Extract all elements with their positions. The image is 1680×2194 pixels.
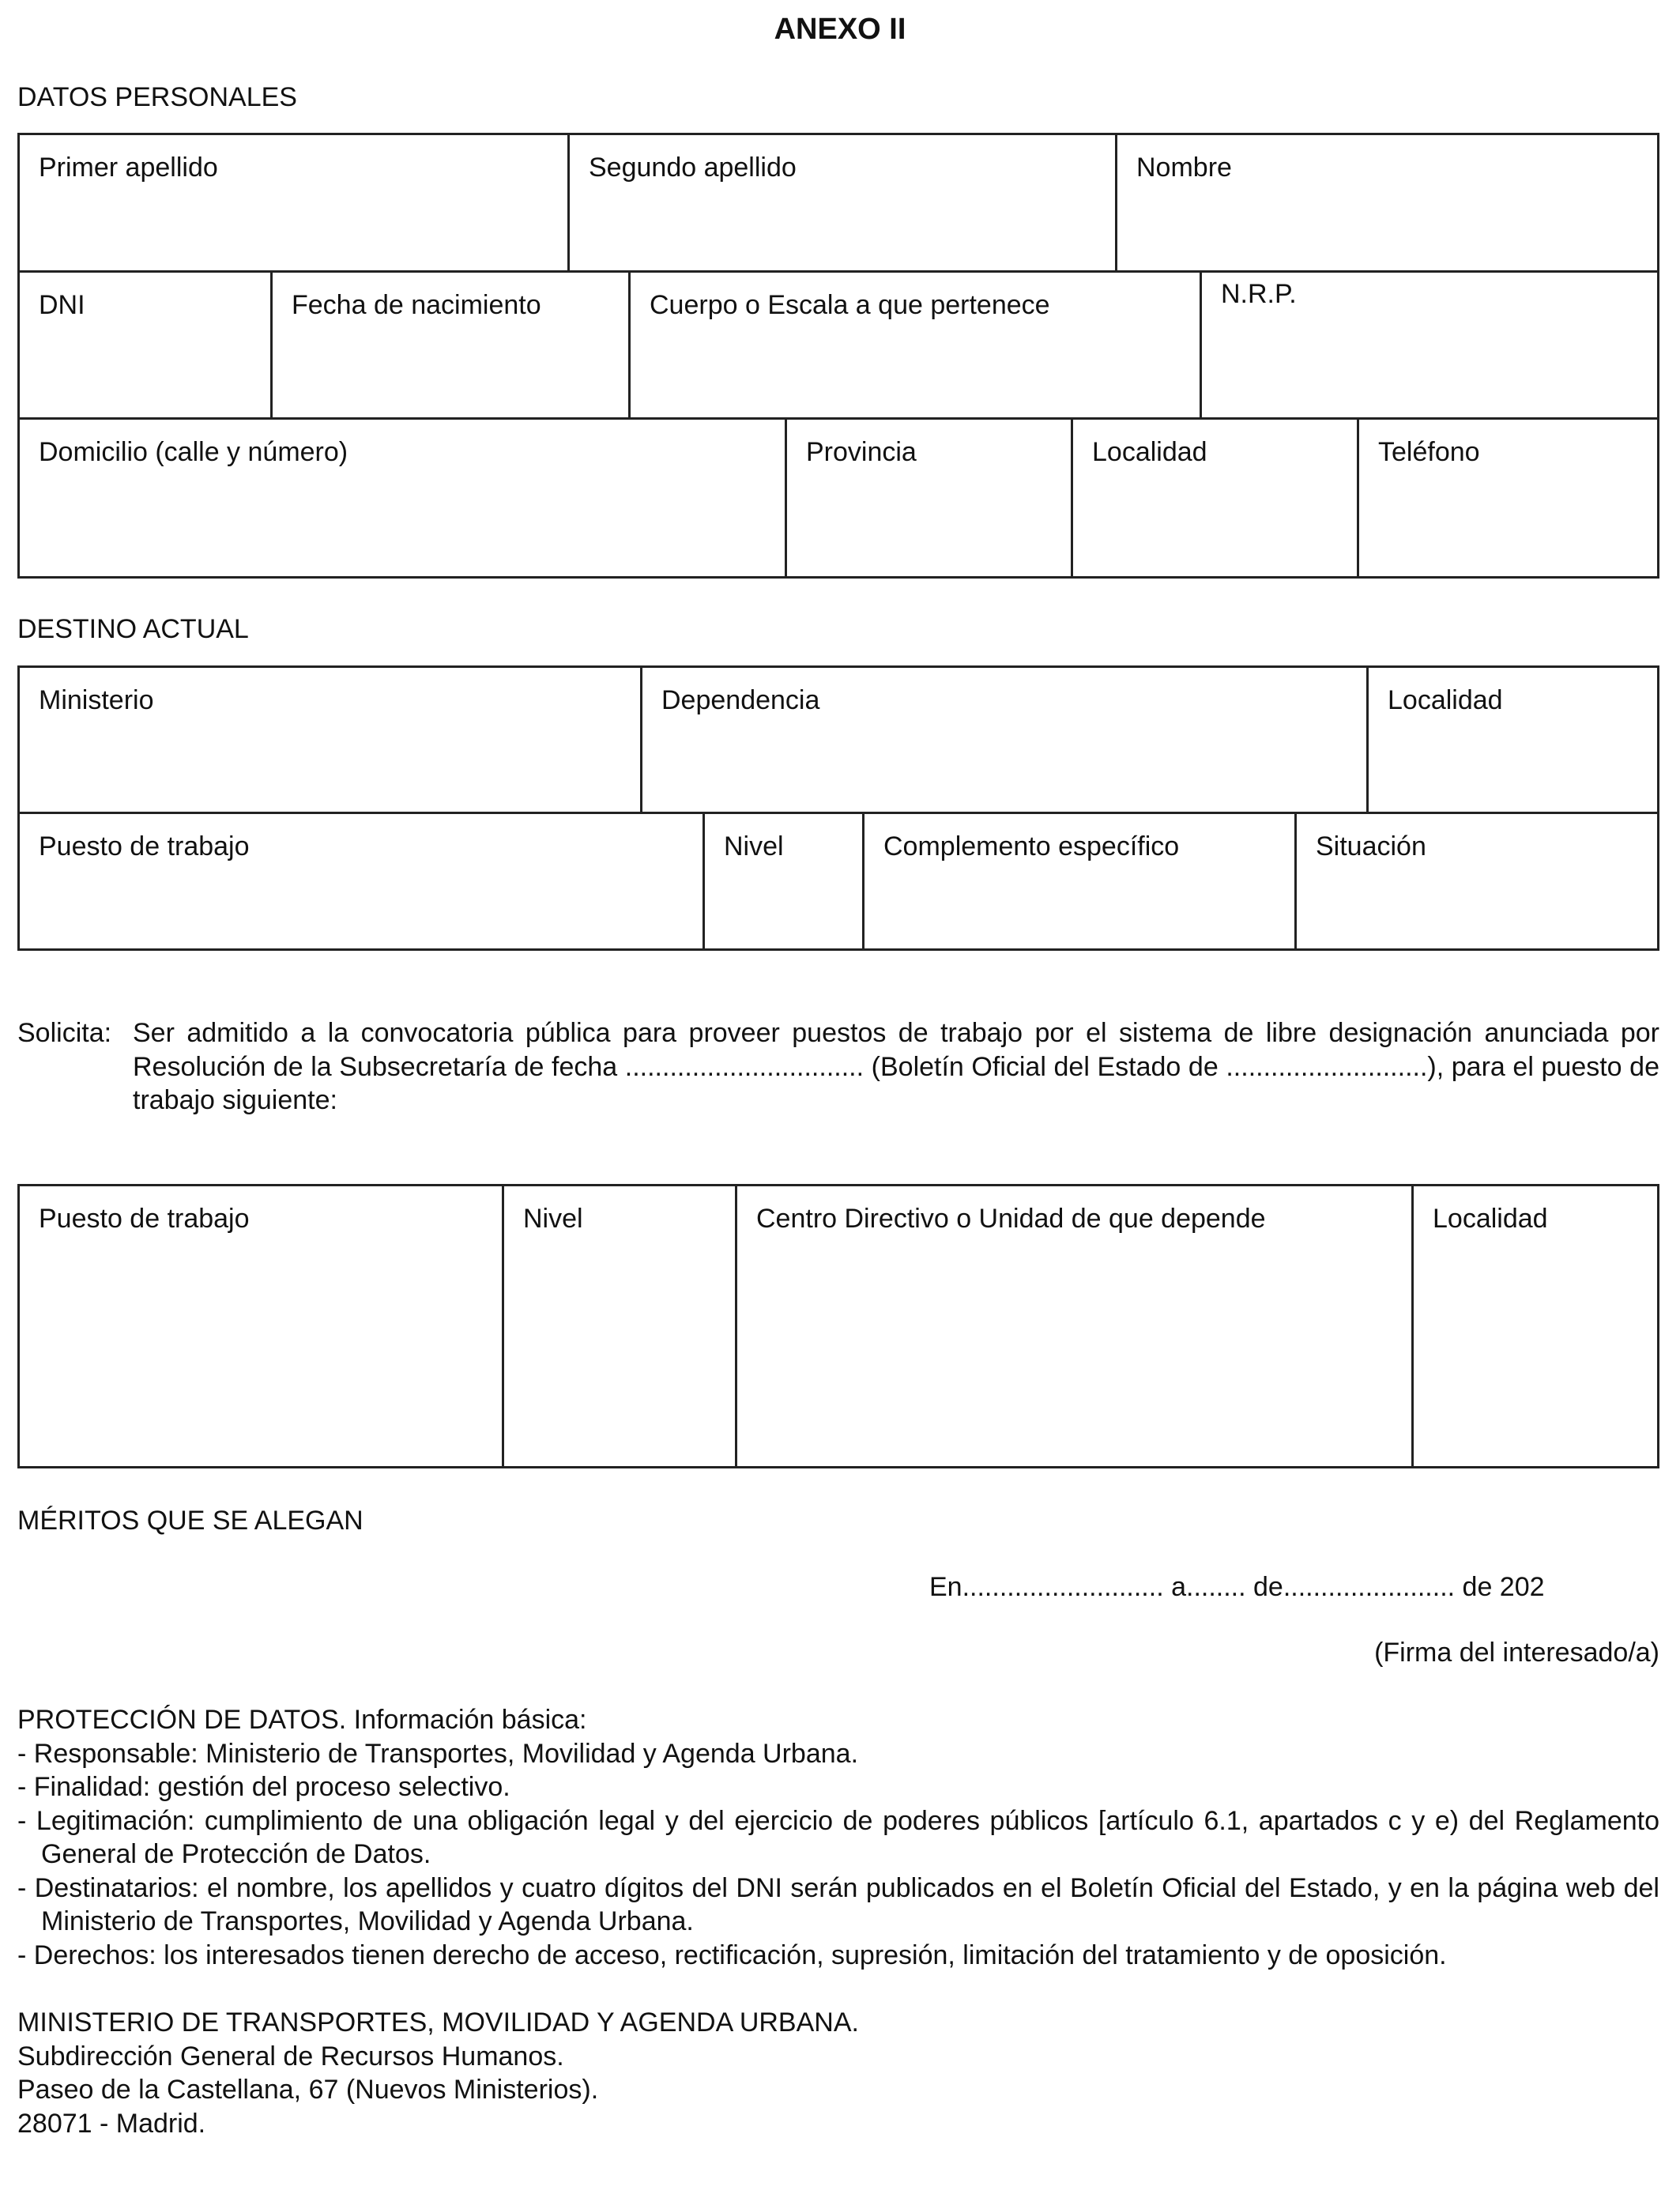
address-street: Paseo de la Castellana, 67 (Nuevos Ministerios). xyxy=(17,2075,599,2105)
table-row xyxy=(20,135,1657,270)
address-ministry: MINISTERIO DE TRANSPORTES, MOVILIDAD Y AGENDA URBANA. xyxy=(17,2007,859,2038)
field-domicilio[interactable]: Domicilio (calle y número) xyxy=(39,437,348,467)
field-nivel[interactable]: Nivel xyxy=(703,814,862,948)
field-complemento-especifico[interactable]: Complemento específico xyxy=(862,814,1294,948)
field-nrp[interactable]: N.R.P. xyxy=(1200,273,1657,417)
solicita-label: Solicita: xyxy=(17,1018,112,1048)
solicita-text: Ser admitido a la convocatoria pública para proveer puestos de trabajo por el sistema de libre designación anunciada por Resolución de la Subsecretaría de fecha ................................ (Boletín Oficial del Estado de ...........................), para el puesto de trabajo siguiente: xyxy=(133,1018,1659,1115)
field-ministerio[interactable]: Ministerio xyxy=(39,685,154,715)
list-item: - Legitimación: cumplimiento de una obligación legal y del ejercicio de poderes públicos [artículo 6.1, apartados c y e) del Reglamento General de Protección de Datos. xyxy=(17,1805,1659,1869)
list-item: - Finalidad: gestión del proceso selectivo. xyxy=(17,1772,510,1802)
table-row xyxy=(20,668,1657,812)
field-localidad[interactable]: Localidad xyxy=(1071,420,1357,576)
field-nivel-solicitado[interactable]: Nivel xyxy=(502,1186,735,1466)
section-heading-meritos: MÉRITOS QUE SE ALEGAN xyxy=(17,1506,363,1536)
field-puesto-solicitado[interactable]: Puesto de trabajo xyxy=(39,1204,250,1234)
datos-personales-table xyxy=(17,133,1659,579)
data-protection-section xyxy=(17,1703,1659,1972)
field-dni[interactable]: DNI xyxy=(39,290,85,320)
list-item: - Derechos: los interesados tienen derecho de acceso, rectificación, supresión, limitación del tratamiento y de oposición. xyxy=(17,1940,1447,1970)
address-city: 28071 - Madrid. xyxy=(17,2108,206,2139)
address-subdirection: Subdirección General de Recursos Humanos. xyxy=(17,2041,564,2071)
document-title: ANEXO II xyxy=(774,13,906,46)
field-localidad-solicitada[interactable]: Localidad xyxy=(1411,1186,1657,1466)
field-primer-apellido[interactable]: Primer apellido xyxy=(39,153,218,183)
table-row xyxy=(20,417,1657,576)
list-item: - Responsable: Ministerio de Transportes, Movilidad y Agenda Urbana. xyxy=(17,1738,859,1769)
date-place-line[interactable]: En........................... a........ de....................... de 202 xyxy=(929,1572,1545,1602)
table-row xyxy=(20,1186,1657,1466)
field-provincia[interactable]: Provincia xyxy=(785,420,1071,576)
field-cuerpo-escala[interactable]: Cuerpo o Escala a que pertenece xyxy=(628,273,1200,417)
section-heading-datos-personales: DATOS PERSONALES xyxy=(17,82,297,112)
field-segundo-apellido[interactable]: Segundo apellido xyxy=(567,135,1115,270)
field-nombre[interactable]: Nombre xyxy=(1115,135,1657,270)
field-situacion[interactable]: Situación xyxy=(1294,814,1657,948)
field-fecha-nacimiento[interactable]: Fecha de nacimiento xyxy=(270,273,628,417)
puesto-solicitado-table xyxy=(17,1184,1659,1468)
data-protection-heading: PROTECCIÓN DE DATOS. Información básica: xyxy=(17,1705,587,1735)
table-row xyxy=(20,270,1657,417)
field-centro-directivo[interactable]: Centro Directivo o Unidad de que depende xyxy=(735,1186,1411,1466)
address-block xyxy=(17,2006,859,2140)
field-telefono[interactable]: Teléfono xyxy=(1357,420,1657,576)
table-row xyxy=(20,812,1657,948)
list-item: - Destinatarios: el nombre, los apellidos y cuatro dígitos del DNI serán publicados en el Boletín Oficial del Estado, y en la página web del Ministerio de Transportes, Movilidad y Agenda Urbana. xyxy=(17,1872,1659,1936)
field-dependencia[interactable]: Dependencia xyxy=(640,668,1366,812)
signature-caption: (Firma del interesado/a) xyxy=(1374,1638,1659,1668)
section-heading-destino-actual: DESTINO ACTUAL xyxy=(17,614,249,644)
destino-actual-table xyxy=(17,665,1659,951)
field-puesto-trabajo[interactable]: Puesto de trabajo xyxy=(39,831,250,861)
field-localidad-destino[interactable]: Localidad xyxy=(1366,668,1657,812)
